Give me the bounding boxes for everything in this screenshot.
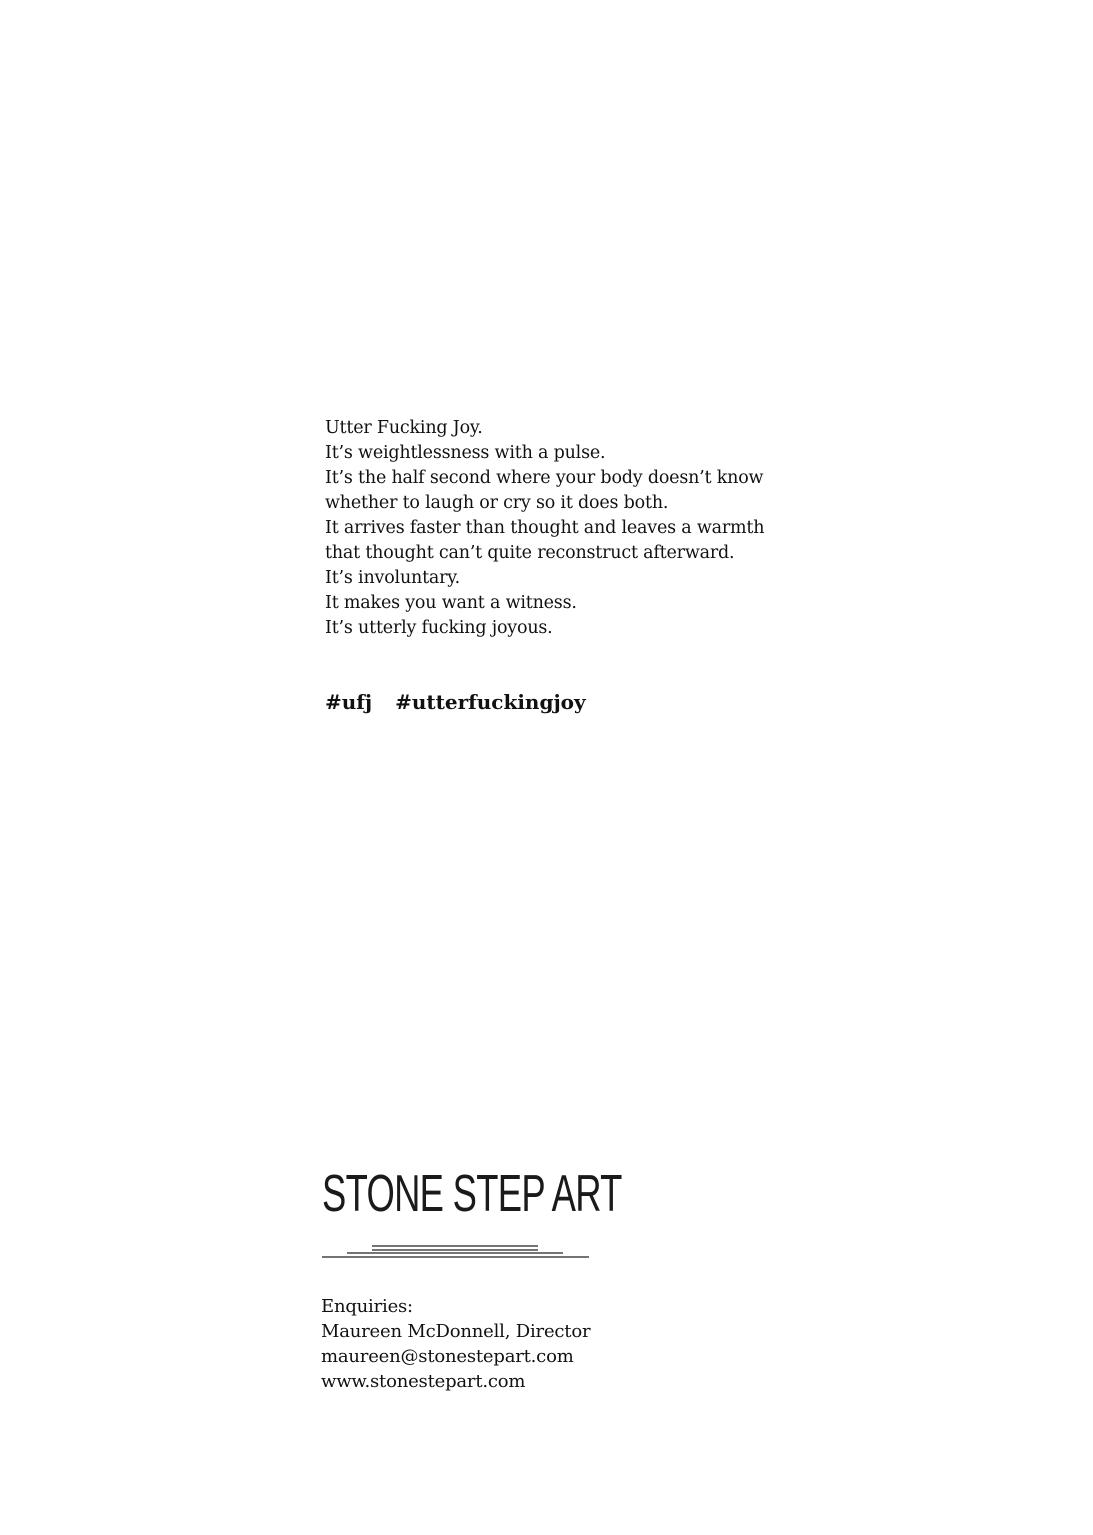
contact-block	[321, 1294, 590, 1394]
poem-text	[325, 416, 885, 641]
poem-line: It’s weightlessness with a pulse.	[325, 443, 606, 463]
hashtags	[325, 687, 586, 717]
contact-website: www.stonestepart.com	[321, 1371, 526, 1392]
stone-steps-logo-mark	[322, 1244, 590, 1260]
poem-line: It’s involuntary.	[325, 568, 461, 588]
contact-name: Maureen McDonnell, Director	[321, 1321, 591, 1342]
contact-heading: Enquiries:	[321, 1296, 413, 1317]
poem-line: It’s the half second where your body doesn’t know	[325, 468, 764, 488]
hashtag-utterfuckingjoy: #utterfuckingjoy	[395, 690, 586, 714]
brand-logo-text: STONE STEP ART	[322, 1165, 622, 1223]
contact-email: maureen@stonestepart.com	[321, 1346, 574, 1367]
poem-line: It arrives faster than thought and leaves a warmth	[325, 518, 765, 538]
poem-line: It makes you want a witness.	[325, 593, 577, 613]
poem-line: whether to laugh or cry so it does both.	[325, 493, 669, 513]
poem-line: Utter Fucking Joy.	[325, 418, 483, 438]
poem-line: It’s utterly fucking joyous.	[325, 618, 553, 638]
hashtag-ufj: #ufj	[325, 690, 373, 714]
poem-line: that thought can’t quite reconstruct afterward.	[325, 543, 735, 563]
